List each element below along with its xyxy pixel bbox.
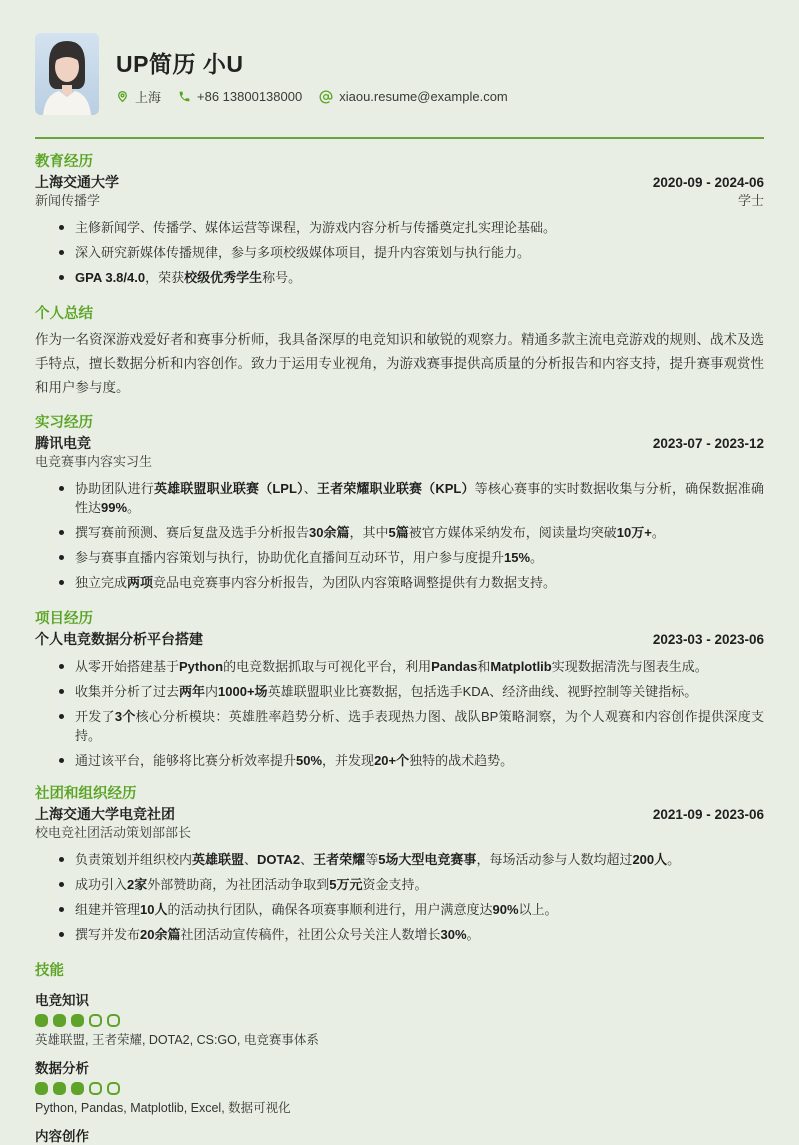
skill-level-dot	[53, 1014, 66, 1027]
section-heading-internship: 实习经历	[35, 415, 93, 431]
major-name: 新闻传播学	[35, 193, 101, 208]
skill-level-dot	[35, 1014, 48, 1027]
location-pin-icon	[116, 90, 129, 103]
internship-role: 电竞赛事内容实习生	[35, 454, 153, 469]
skill-level-dot	[71, 1082, 84, 1095]
skill-item-esports	[35, 992, 764, 1048]
summary-text: 作为一名资深游戏爱好者和赛事分析师，我具备深厚的电竞知识和敏锐的观察力。精通多款主流电竞游戏的规则、战术及选手特点，擅长数据分析和内容创作。致力于运用专业视角，为游戏赛事提供高质量的分析报告和内容支持，提升赛事观赏性和用户参与度。	[35, 332, 764, 395]
skill-level-dot	[89, 1014, 102, 1027]
candidate-name: UP简历 小U	[116, 51, 244, 77]
section-organizations	[35, 785, 764, 944]
bullet-item: 主修新闻学、传播学、媒体运营等课程，为游戏内容分析与传播奠定扎实理论基础。	[35, 218, 764, 237]
bullet-item: 独立完成两项竞品电竞赛事内容分析报告，为团队内容策略调整提供有力数据支持。	[35, 573, 764, 592]
header-divider	[35, 137, 764, 139]
section-heading-organizations: 社团和组织经历	[35, 786, 137, 802]
skill-level-dots	[35, 1082, 764, 1095]
organization-date-range: 2021-09 - 2023-06	[652, 807, 764, 822]
project-date-range: 2023-03 - 2023-06	[652, 632, 764, 647]
contact-location	[116, 87, 161, 106]
bullet-item: 参与赛事直播内容策划与执行，协助优化直播间互动环节，用户参与度提升15%。	[35, 548, 764, 567]
bullet-item: 负责策划并组织校内英雄联盟、DOTA2、王者荣耀等5场大型电竞赛事，每场活动参与人数均超过200人。	[35, 850, 764, 869]
section-project	[35, 610, 764, 770]
contact-email	[319, 89, 508, 104]
section-education	[35, 153, 764, 287]
contact-row	[116, 87, 525, 106]
bullet-item: 从零开始搭建基于Python的电竞数据抓取与可视化平台，利用Pandas和Matplotlib实现数据清洗与图表生成。	[35, 657, 764, 676]
skill-level-dots	[35, 1014, 764, 1027]
header-info	[116, 33, 525, 106]
skill-name: 内容创作	[35, 1129, 89, 1144]
bullet-item: 收集并分析了过去两年内1000+场英雄联盟职业比赛数据，包括选手KDA、经济曲线、视野控制等关键指标。	[35, 682, 764, 701]
bullet-item: GPA 3.8/4.0，荣获校级优秀学生称号。	[35, 268, 764, 287]
skill-item-data-analysis	[35, 1060, 764, 1116]
company-name: 腾讯电竞	[35, 435, 91, 451]
section-heading-summary: 个人总结	[35, 306, 93, 322]
skill-level-dot	[89, 1082, 102, 1095]
contact-phone	[178, 89, 302, 104]
profile-photo	[35, 33, 99, 115]
internship-sub-row	[35, 454, 764, 470]
degree-name: 学士	[737, 193, 764, 208]
skill-tags: Python, Pandas, Matplotlib, Excel, 数据可视化	[35, 1101, 291, 1115]
school-name: 上海交通大学	[35, 174, 119, 190]
skill-level-dot	[107, 1014, 120, 1027]
skill-name: 数据分析	[35, 1061, 89, 1076]
skill-level-dot	[53, 1082, 66, 1095]
bullet-item: 通过该平台，能够将比赛分析效率提升50%，并发现20+个独特的战术趋势。	[35, 751, 764, 770]
at-sign-icon	[319, 90, 333, 104]
organization-entry-header	[35, 806, 764, 823]
email-text: xiaou.resume@example.com	[339, 89, 508, 104]
internship-date-range: 2023-07 - 2023-12	[652, 436, 764, 451]
organization-sub-row	[35, 825, 764, 841]
bullet-item: 组建并管理10人的活动执行团队，确保各项赛事顺利进行，用户满意度达90%以上。	[35, 900, 764, 919]
internship-entry-header	[35, 435, 764, 452]
education-entry-header	[35, 174, 764, 191]
organization-role: 校电竞社团活动策划部部长	[35, 825, 192, 840]
skill-name: 电竞知识	[35, 993, 89, 1008]
bullet-item: 成功引入2家外部赞助商，为社团活动争取到5万元资金支持。	[35, 875, 764, 894]
section-summary	[35, 305, 764, 400]
section-skills	[35, 962, 764, 1145]
skill-level-dot	[35, 1082, 48, 1095]
bullet-item: 开发了3个核心分析模块：英雄胜率趋势分析、选手表现热力图、战队BP策略洞察，为个人观赛和内容创作提供深度支持。	[35, 707, 764, 745]
project-name: 个人电竞数据分析平台搭建	[35, 631, 203, 647]
location-text: 上海	[135, 90, 162, 105]
skill-tags: 英雄联盟, 王者荣耀, DOTA2, CS:GO, 电竞赛事体系	[35, 1033, 319, 1047]
section-heading-project: 项目经历	[35, 611, 93, 627]
education-sub-row	[35, 193, 764, 209]
bullet-item: 深入研究新媒体传播规律，参与多项校级媒体项目，提升内容策划与执行能力。	[35, 243, 764, 262]
organization-name: 上海交通大学电竞社团	[35, 806, 175, 822]
phone-text: +86 13800138000	[197, 89, 303, 104]
project-bullets	[35, 657, 764, 770]
bullet-item: 撰写赛前预测、赛后复盘及选手分析报告30余篇，其中5篇被官方媒体采纳发布，阅读量均突破10万+。	[35, 523, 764, 542]
project-entry-header	[35, 631, 764, 648]
bullet-item: 撰写并发布20余篇社团活动宣传稿件，社团公众号关注人数增长30%。	[35, 925, 764, 944]
section-heading-education: 教育经历	[35, 154, 93, 170]
education-date-range: 2020-09 - 2024-06	[652, 175, 764, 190]
phone-icon	[178, 90, 191, 103]
section-internship	[35, 414, 764, 592]
skill-level-dot	[107, 1082, 120, 1095]
education-bullets	[35, 218, 764, 287]
internship-bullets	[35, 479, 764, 592]
skill-level-dot	[71, 1014, 84, 1027]
bullet-item: 协助团队进行英雄联盟职业联赛（LPL）、王者荣耀职业联赛（KPL）等核心赛事的实时数据收集与分析，确保数据准确性达99%。	[35, 479, 764, 517]
skill-item-content-creation	[35, 1128, 764, 1145]
organization-bullets	[35, 850, 764, 944]
resume-header	[35, 33, 764, 115]
section-heading-skills: 技能	[35, 963, 64, 979]
